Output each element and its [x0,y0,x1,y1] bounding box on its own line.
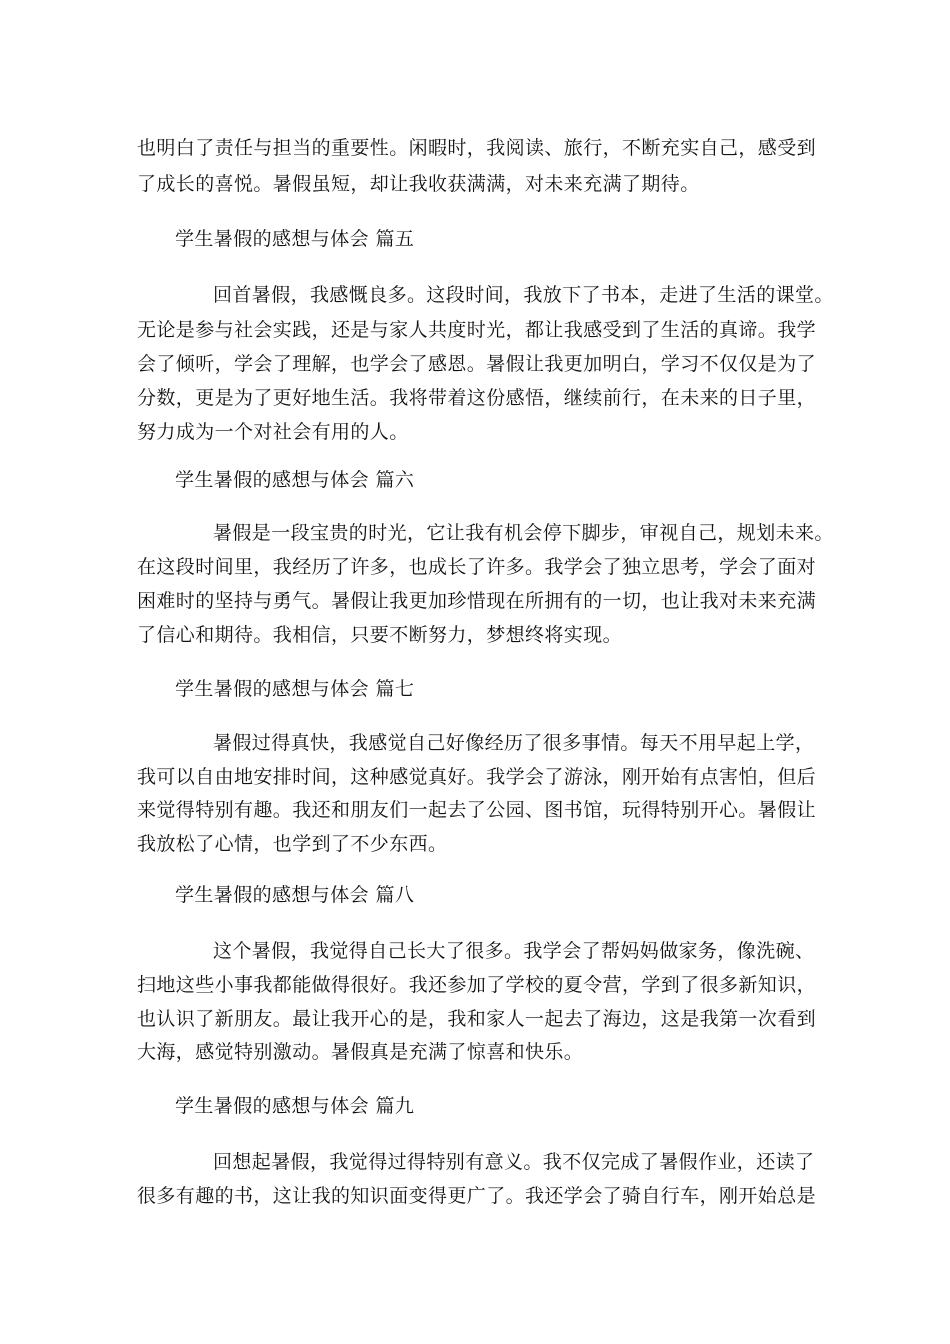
paragraph-line: 努力成为一个对社会有用的人。 [137,421,409,443]
paragraph-line: 大海，感觉特别激动。暑假真是充满了惊喜和快乐。 [137,1041,584,1063]
paragraph-line: 暑假过得真快，我感觉自己好像经历了很多事情。每天不用早起上学， [213,732,815,754]
section-heading: 学生暑假的感想与体会 篇九 [175,1095,415,1117]
paragraph-line: 在这段时间里，我经历了许多，也成长了许多。我学会了独立思考，学会了面对 [137,556,817,578]
paragraph-line: 我放松了心情，也学到了不少东西。 [137,833,448,855]
section-heading: 学生暑假的感想与体会 篇五 [175,228,415,250]
paragraph-line: 也认识了新朋友。最让我开心的是，我和家人一起去了海边，这是我第一次看到 [137,1008,817,1030]
paragraph-line: 暑假是一段宝贵的时光，它让我有机会停下脚步，审视自己，规划未来。 [213,522,834,544]
paragraph-line: 扫地这些小事我都能做得很好。我还参加了学校的夏令营，学到了很多新知识， [137,974,817,996]
paragraph-line: 也明白了责任与担当的重要性。闲暇时，我阅读、旅行，不断充实自己，感受到 [137,137,817,159]
paragraph-line: 困难时的坚持与勇气。暑假让我更加珍惜现在所拥有的一切，也让我对未来充满 [137,590,817,612]
paragraph-line: 无论是参与社会实践，还是与家人共度时光，都让我感受到了生活的真谛。我学 [137,319,817,341]
paragraph-line: 回首暑假，我感慨良多。这段时间，我放下了书本，走进了生活的课堂。 [213,284,834,306]
paragraph-line: 会了倾听，学会了理解，也学会了感恩。暑假让我更加明白，学习不仅仅是为了 [137,353,817,375]
paragraph-line: 回想起暑假，我觉得过得特别有意义。我不仅完成了暑假作业，还读了 [213,1151,815,1173]
paragraph-line: 分数，更是为了更好地生活。我将带着这份感悟，继续前行，在未来的日子里， [137,387,817,409]
paragraph-line: 来觉得特别有趣。我还和朋友们一起去了公园、图书馆，玩得特别开心。暑假让 [137,799,817,821]
paragraph-line: 了成长的喜悦。暑假虽短，却让我收获满满，对未来充满了期待。 [137,173,700,195]
paragraph-line: 这个暑假，我觉得自己长大了很多。我学会了帮妈妈做家务，像洗碗、 [213,940,815,962]
section-heading: 学生暑假的感想与体会 篇六 [175,469,415,491]
paragraph-line: 很多有趣的书，这让我的知识面变得更广了。我还学会了骑自行车，刚开始总是 [137,1185,817,1207]
section-heading: 学生暑假的感想与体会 篇八 [175,884,415,906]
paragraph-line: 我可以自由地安排时间，这种感觉真好。我学会了游泳，刚开始有点害怕，但后 [137,766,817,788]
section-heading: 学生暑假的感想与体会 篇七 [175,678,415,700]
paragraph-line: 了信心和期待。我相信，只要不断努力，梦想终将实现。 [137,624,623,646]
